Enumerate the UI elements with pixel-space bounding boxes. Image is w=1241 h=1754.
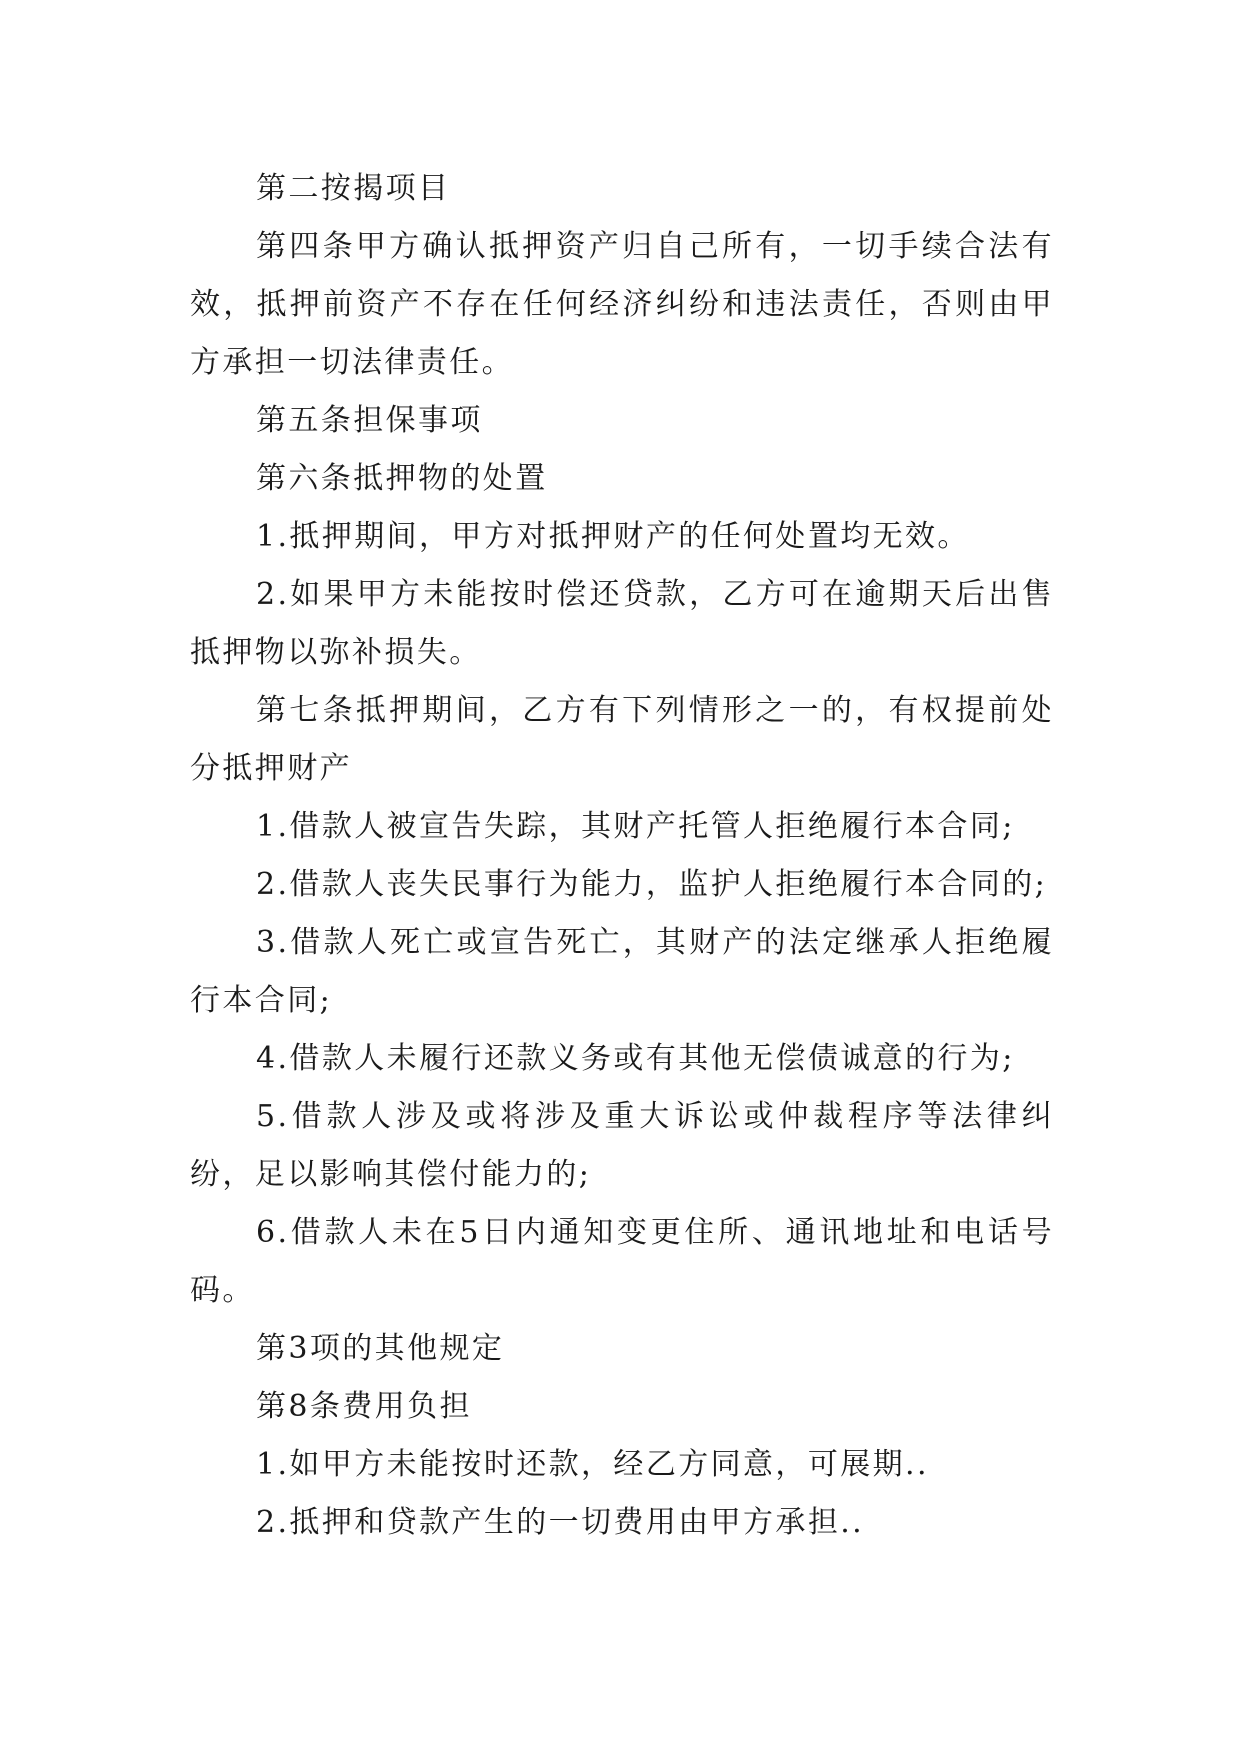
article-6-heading: 第六条抵押物的处置 — [256, 461, 548, 496]
article-6-item-1: 1.抵押期间，甲方对抵押财产的任何处置均无效。 — [256, 519, 970, 554]
article-7-item-6: 6.借款人未在5日内通知变更住所、通讯地址和电话号码。 — [190, 1215, 1054, 1308]
section-3-heading: 第3项的其他规定 — [256, 1331, 505, 1366]
document-body — [190, 160, 1054, 1552]
article-5-heading: 第五条担保事项 — [256, 403, 483, 438]
article-7-item-1: 1.借款人被宣告失踪，其财产托管人拒绝履行本合同; — [256, 809, 1015, 844]
article-8-item-2: 2.抵押和贷款产生的一切费用由甲方承担.. — [256, 1505, 865, 1540]
article-8-heading: 第8条费用负担 — [256, 1389, 472, 1424]
section-heading-mortgage: 第二按揭项目 — [256, 171, 451, 206]
article-8-item-1: 1.如甲方未能按时还款，经乙方同意，可展期.. — [256, 1447, 929, 1482]
article-6-item-2: 2.如果甲方未能按时偿还贷款，乙方可在逾期天后出售抵押物以弥补损失。 — [190, 577, 1054, 670]
article-4-ownership: 第四条甲方确认抵押资产归自己所有，一切手续合法有效，抵押前资产不存在任何经济纠纷和违法责任，否则由甲方承担一切法律责任。 — [190, 229, 1054, 380]
article-7-item-4: 4.借款人未履行还款义务或有其他无偿债诚意的行为; — [256, 1041, 1015, 1076]
article-7-item-2: 2.借款人丧失民事行为能力，监护人拒绝履行本合同的; — [256, 867, 1048, 902]
article-7-item-5: 5.借款人涉及或将涉及重大诉讼或仲裁程序等法律纠纷，足以影响其偿付能力的; — [190, 1099, 1054, 1192]
article-7-item-3: 3.借款人死亡或宣告死亡，其财产的法定继承人拒绝履行本合同; — [190, 925, 1054, 1018]
article-7-heading: 第七条抵押期间，乙方有下列情形之一的，有权提前处分抵押财产 — [190, 693, 1054, 786]
